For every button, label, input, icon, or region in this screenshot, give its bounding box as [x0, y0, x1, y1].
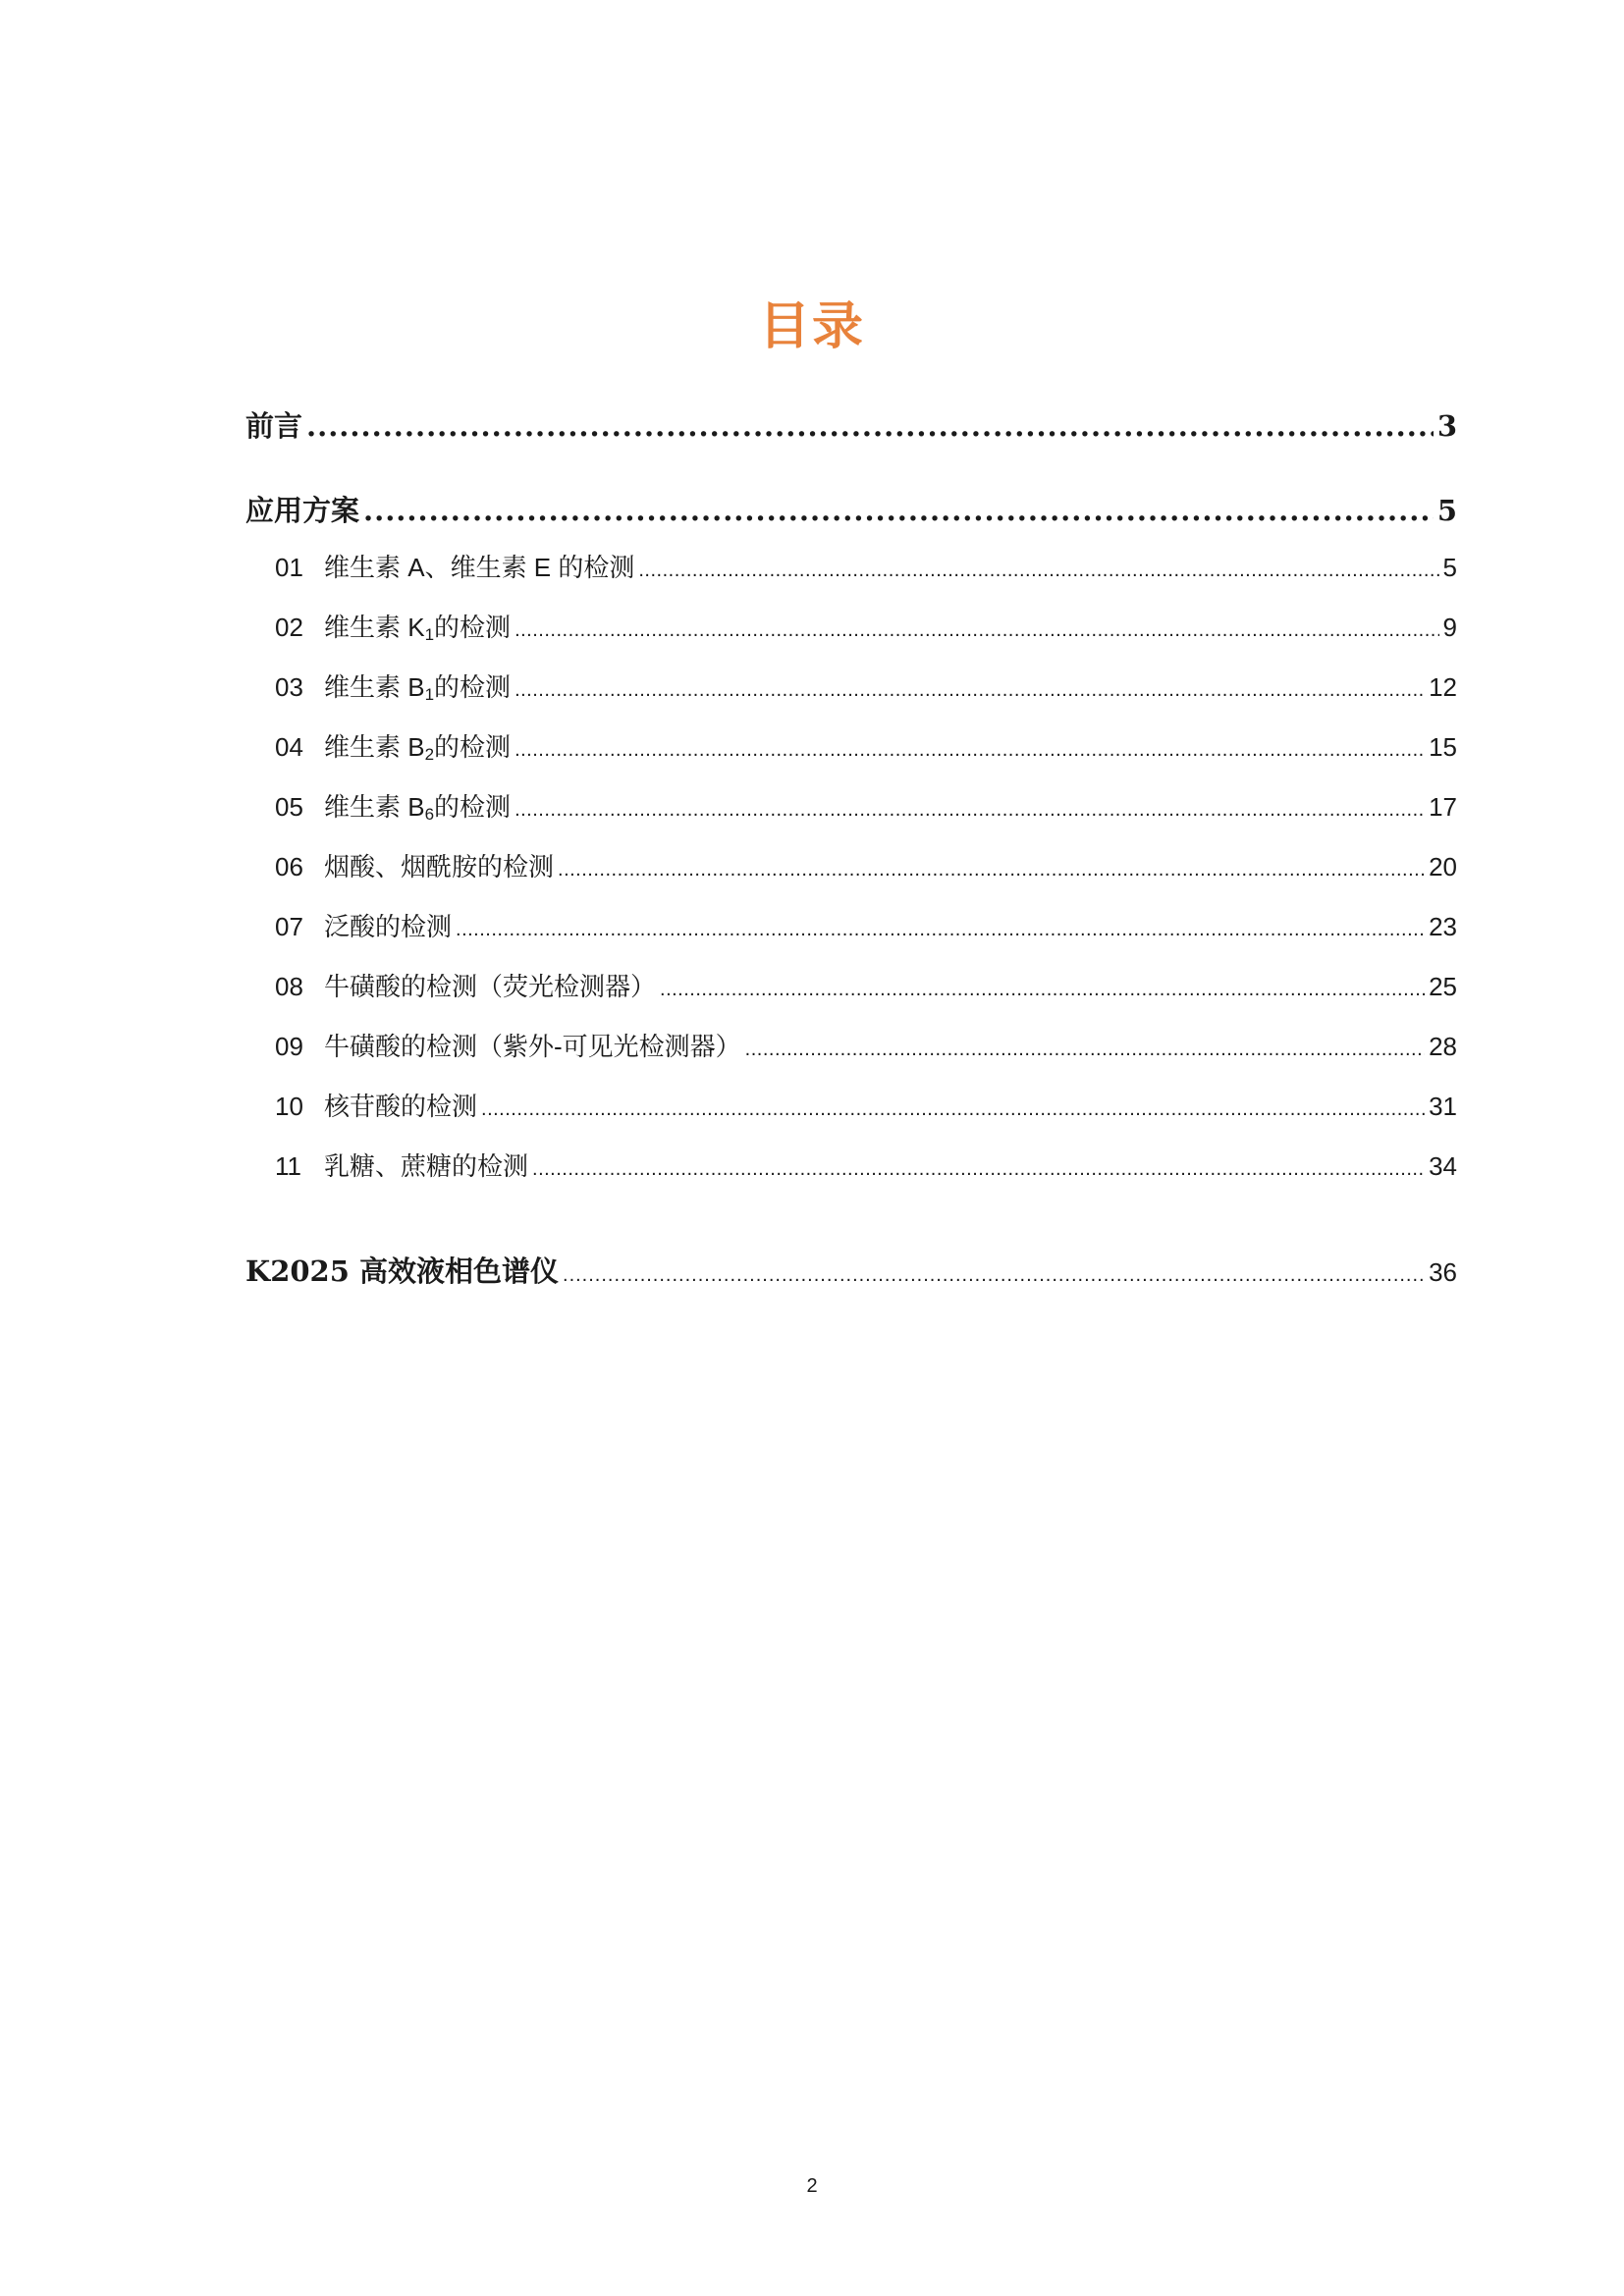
toc-entry-04[interactable] — [245, 718, 1457, 777]
dot-leader — [514, 721, 1425, 780]
toc-entry-label — [275, 777, 511, 844]
dot-leader — [363, 487, 1434, 534]
toc-entry-label: 应用方案 — [245, 494, 360, 527]
toc-page-number: 9 — [1442, 613, 1457, 642]
toc-entry-09[interactable] — [245, 1017, 1457, 1077]
toc-entry-text-suffix: 的检测 — [434, 672, 512, 702]
toc-entry-label — [275, 1017, 741, 1077]
toc-entry-label — [275, 658, 511, 724]
toc-entry-number: 07 — [275, 912, 303, 941]
toc-entry-label — [275, 1077, 477, 1137]
dot-leader — [532, 1140, 1425, 1200]
toc-entry-number: 11 — [275, 1151, 301, 1181]
dot-leader — [514, 661, 1425, 721]
toc-entry-label: 前言 — [245, 409, 303, 443]
dot-leader — [660, 960, 1425, 1020]
toc-page-number: 3 — [1436, 409, 1457, 443]
page-number: 2 — [806, 2175, 818, 2197]
toc-page-number: 20 — [1429, 852, 1457, 881]
toc-entry-number: 03 — [275, 672, 303, 702]
subscript: 1 — [424, 625, 435, 644]
toc-page-number: 28 — [1429, 1032, 1457, 1061]
toc-page-number: 25 — [1429, 972, 1457, 1001]
toc-entry-label: K2025 高效液相色谱仪 — [245, 1255, 560, 1288]
toc-entry-08[interactable] — [245, 957, 1457, 1017]
toc-entry-text: 维生素 B — [324, 792, 425, 822]
toc-entry-05[interactable] — [245, 777, 1457, 837]
toc-page-number: 5 — [1442, 553, 1457, 582]
dot-leader — [514, 601, 1438, 661]
toc-entry-label — [275, 957, 656, 1017]
toc-entry-label — [275, 598, 511, 665]
toc-page-number: 31 — [1429, 1092, 1457, 1121]
toc-entry-number: 09 — [275, 1032, 303, 1061]
table-of-contents — [245, 402, 1457, 1295]
subscript: 1 — [424, 685, 435, 704]
toc-entry-text-suffix: 的检测 — [434, 613, 512, 642]
toc-entry-text: 乳糖、蔗糖的检测 — [324, 1151, 529, 1181]
dot-leader — [638, 541, 1438, 601]
toc-entry-number: 06 — [275, 852, 303, 881]
toc-title: 目录 — [758, 297, 865, 356]
toc-entry-text: 维生素 A、维生素 E 的检测 — [324, 553, 635, 582]
dot-leader — [481, 1080, 1425, 1140]
dot-leader — [514, 780, 1425, 840]
toc-entry-text: 核苷酸的检测 — [324, 1092, 478, 1121]
toc-page-number: 5 — [1436, 494, 1457, 527]
toc-entry-label — [275, 837, 554, 897]
toc-page-number: 12 — [1429, 672, 1457, 702]
toc-entry-text-suffix: 的检测 — [434, 732, 512, 762]
toc-page-number: 23 — [1429, 912, 1457, 941]
toc-entry-text: 泛酸的检测 — [324, 912, 453, 941]
toc-entry-text: 牛磺酸的检测（紫外-可见光检测器） — [324, 1032, 741, 1061]
toc-entry-number: 08 — [275, 972, 303, 1001]
toc-entry-text-suffix: 的检测 — [434, 792, 512, 822]
dot-leader — [558, 840, 1425, 900]
toc-entry-06[interactable] — [245, 837, 1457, 897]
toc-page-number: 36 — [1429, 1257, 1457, 1287]
toc-entry-11[interactable] — [245, 1137, 1457, 1197]
toc-entry-label — [275, 718, 511, 784]
toc-entry-number: 02 — [275, 613, 303, 642]
toc-entry-text: 维生素 K — [324, 613, 425, 642]
toc-entry-text: 烟酸、烟酰胺的检测 — [324, 852, 555, 881]
dot-leader — [456, 900, 1425, 960]
toc-entry-label — [275, 538, 634, 598]
toc-entry-number: 04 — [275, 732, 303, 762]
toc-entry-02[interactable] — [245, 598, 1457, 658]
toc-page-number: 34 — [1429, 1151, 1457, 1181]
toc-entry-10[interactable] — [245, 1077, 1457, 1137]
dot-leader — [563, 1252, 1425, 1299]
subscript: 2 — [424, 745, 435, 764]
toc-entry-07[interactable] — [245, 897, 1457, 957]
toc-entry-number: 01 — [275, 553, 303, 582]
toc-entry-text: 维生素 B — [324, 672, 425, 702]
toc-entry-label — [275, 897, 452, 957]
toc-entry-text: 牛磺酸的检测（荧光检测器） — [324, 972, 657, 1001]
toc-entry-03[interactable] — [245, 658, 1457, 718]
dot-leader — [745, 1020, 1425, 1080]
toc-entry-applications[interactable] — [245, 487, 1457, 534]
toc-page-number: 17 — [1429, 792, 1457, 822]
toc-entry-number: 05 — [275, 792, 303, 822]
toc-entry-text: 维生素 B — [324, 732, 425, 762]
dot-leader — [306, 402, 1434, 450]
toc-entry-instrument[interactable] — [245, 1248, 1457, 1295]
toc-entry-01[interactable] — [245, 538, 1457, 598]
toc-entry-number: 10 — [275, 1092, 303, 1121]
toc-page-number: 15 — [1429, 732, 1457, 762]
toc-entry-preface[interactable] — [245, 402, 1457, 450]
toc-entry-label — [275, 1137, 528, 1197]
subscript: 6 — [424, 805, 435, 824]
